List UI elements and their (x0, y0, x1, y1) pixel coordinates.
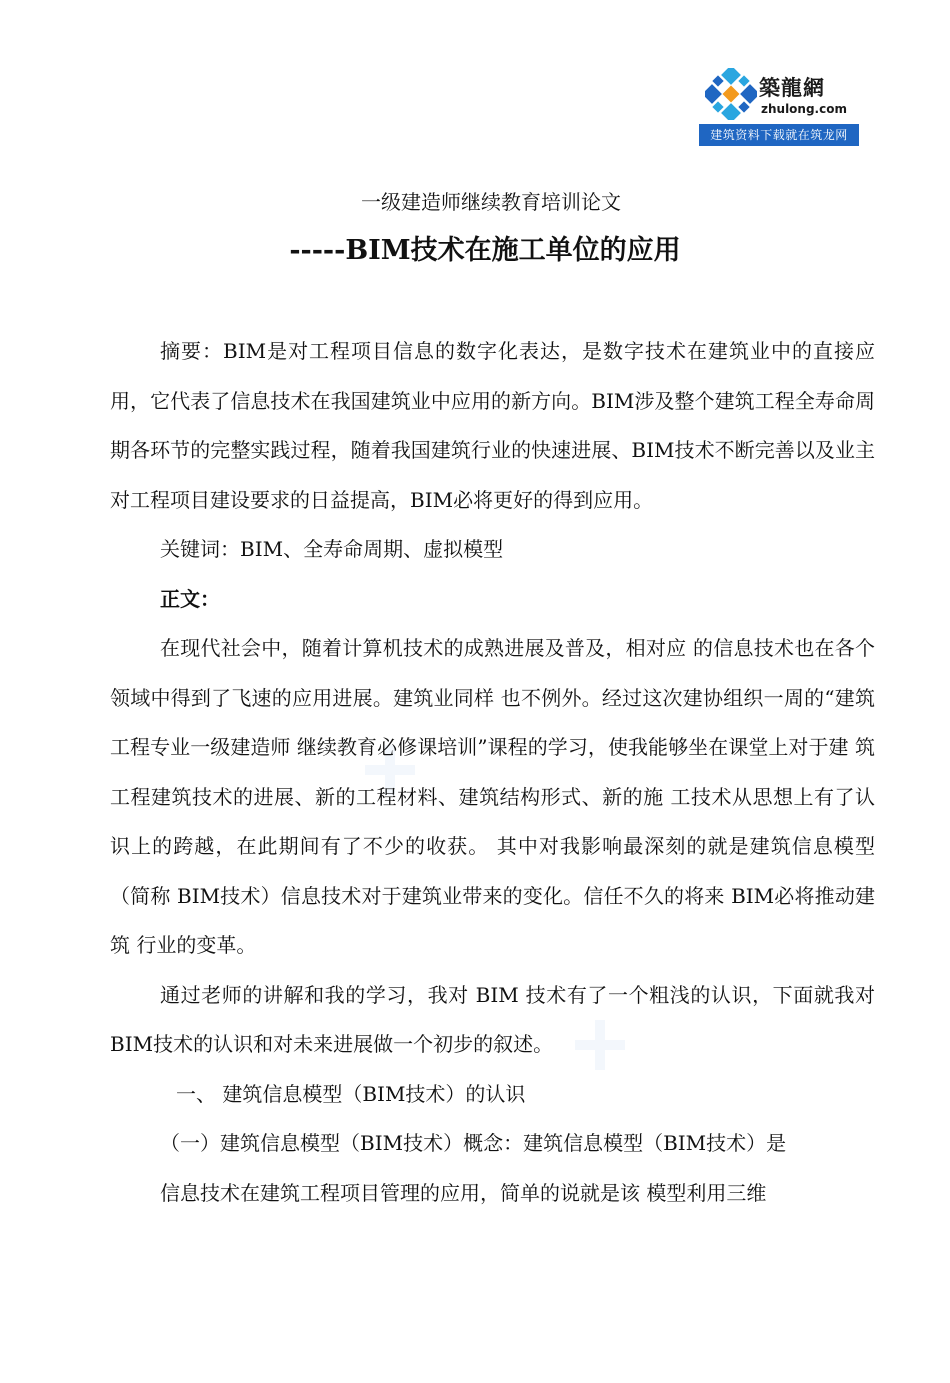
document-subtitle: 一级建造师继续教育培训论文 (361, 190, 621, 214)
section-heading-1: 一、 建筑信息模型（BIM技术）的认识 (176, 1081, 526, 1106)
document-title: -----BIM技术在施工单位的应用 (289, 235, 681, 266)
subsection-line-1: （一）建筑信息模型（BIM技术）概念：建筑信息模型（BIM技术）是 (160, 1131, 787, 1155)
subsection-line-2: 信息技术在建筑工程项目管理的应用，简单的说就是该 模型利用三维 (160, 1180, 767, 1205)
body-paragraph-1: 在现代社会中，随着计算机技术的成熟进展及普及，相对应 的信息技术也在各个领域中得到了飞速的应用进展。建筑业同样 也不例外。经过这次建协组织一周的“建筑工程专业一级建造师 继续教育必修课培训”课程的学习，使我能够坐在课堂上对于建 筑工程建筑技术的进展、新的工程材料、建筑结构形式、新的施 工技术从思想上有了认识上的跨越，在此期间有了不少的收获。 其中对我影响最深刻的就是建筑信息模型（简称 BIM技术）信息技术对于建筑业带来的变化。信任不久的将来 BIM必将推动建筑 行业的变革。 (110, 636, 875, 957)
keywords-line: 关键词：BIM、全寿命周期、虚拟模型 (160, 537, 504, 561)
logo-header (699, 62, 859, 124)
body-heading: 正文： (160, 586, 220, 611)
logo-domain: zhulong.com (761, 102, 847, 116)
snowflake-logo-icon (705, 68, 757, 120)
document-body (110, 327, 875, 1218)
body-paragraph-2: 通过老师的讲解和我的学习，我对 BIM 技术有了一个粗浅的认识，下面就我对 BIM技术的认识和对未来进展做一个初步的叙述。 (110, 982, 875, 1056)
abstract-paragraph: 摘要：BIM是对工程项目信息的数字化表达，是数字技术在建筑业中的直接应用，它代表了信息技术在我国建筑业中应用的新方向。BIM涉及整个建筑工程全寿命周期各环节的完整实践过程，随着我国建筑行业的快速进展、BIM技术不断完善以及业主对工程项目建设要求的日益提高，BIM必将更好的得到应用。 (110, 339, 875, 512)
zhulong-logo (699, 62, 859, 146)
logo-tagline: 建筑资料下载就在筑龙网 (699, 124, 859, 146)
logo-name: 築龍網 (759, 76, 825, 100)
